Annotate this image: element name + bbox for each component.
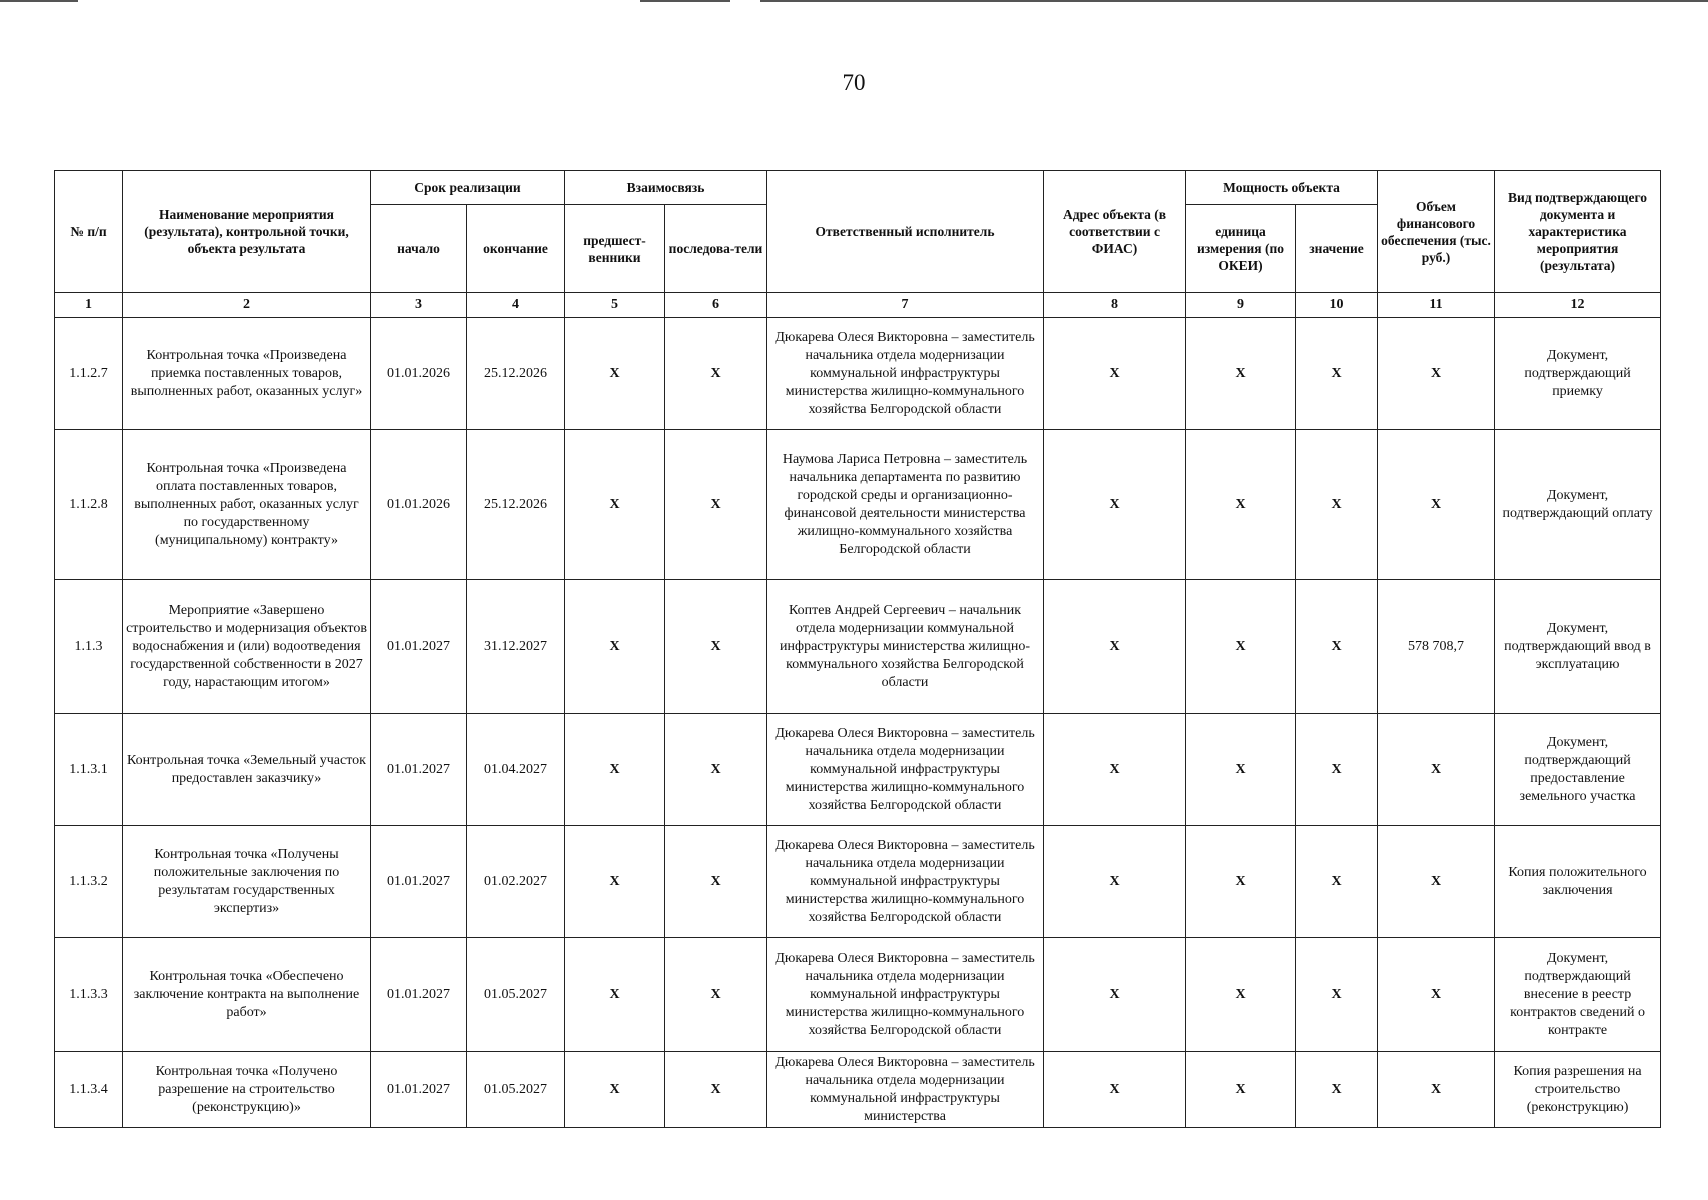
- row-next: X: [665, 938, 767, 1052]
- header-term-start: начало: [371, 205, 467, 293]
- header-capacity-value: значение: [1296, 205, 1378, 293]
- column-number: 6: [665, 293, 767, 318]
- row-finance: X: [1378, 1052, 1495, 1128]
- row-name: Контрольная точка «Получено разрешение на строительство (реконструкцию)»: [123, 1052, 371, 1128]
- row-finance: X: [1378, 318, 1495, 430]
- row-name: Контрольная точка «Получены положительные заключения по результатам государственных экспертиз»: [123, 826, 371, 938]
- row-num: 1.1.3.4: [55, 1052, 123, 1128]
- row-prev: X: [565, 1052, 665, 1128]
- header-relation-prev: предшест-венники: [565, 205, 665, 293]
- row-end-date: 31.12.2027: [467, 580, 565, 714]
- row-end-date: 25.12.2026: [467, 318, 565, 430]
- row-end-date: 01.05.2027: [467, 938, 565, 1052]
- header-relation: Взаимосвязь: [565, 171, 767, 205]
- row-next: X: [665, 714, 767, 826]
- row-address: X: [1044, 714, 1186, 826]
- header-capacity-unit: единица измерения (по ОКЕИ): [1186, 205, 1296, 293]
- row-address: X: [1044, 318, 1186, 430]
- row-num: 1.1.2.7: [55, 318, 123, 430]
- header-finance: Объем финансового обеспечения (тыс. руб.): [1378, 171, 1495, 293]
- row-doc: Копия положительного заключения: [1495, 826, 1661, 938]
- row-finance: X: [1378, 430, 1495, 580]
- activities-table: [54, 170, 1661, 1128]
- row-doc: Документ, подтверждающий приемку: [1495, 318, 1661, 430]
- column-number: 2: [123, 293, 371, 318]
- row-value: X: [1296, 714, 1378, 826]
- row-prev: X: [565, 318, 665, 430]
- row-next: X: [665, 580, 767, 714]
- row-executor: Коптев Андрей Сергеевич – начальник отдела модернизации коммунальной инфраструктуры министерства жилищно-коммунального хозяйства Белгородской области: [767, 580, 1044, 714]
- page-number: 70: [842, 70, 866, 95]
- row-start-date: 01.01.2027: [371, 714, 467, 826]
- table-row: [55, 318, 1661, 430]
- row-unit: X: [1186, 938, 1296, 1052]
- column-number: 5: [565, 293, 665, 318]
- row-value: X: [1296, 1052, 1378, 1128]
- row-prev: X: [565, 580, 665, 714]
- row-end-date: 01.05.2027: [467, 1052, 565, 1128]
- row-start-date: 01.01.2026: [371, 430, 467, 580]
- column-number: 4: [467, 293, 565, 318]
- row-address: X: [1044, 826, 1186, 938]
- row-value: X: [1296, 430, 1378, 580]
- row-unit: X: [1186, 430, 1296, 580]
- row-executor: Дюкарева Олеся Викторовна – заместитель начальника отдела модернизации коммунальной инфраструктуры министерства жилищно-коммунального хозяйства Белгородской области: [767, 318, 1044, 430]
- row-address: X: [1044, 430, 1186, 580]
- table-row: [55, 826, 1661, 938]
- row-name: Контрольная точка «Произведена приемка поставленных товаров, выполненных работ, оказанных услуг»: [123, 318, 371, 430]
- column-number: 9: [1186, 293, 1296, 318]
- table-row: [55, 714, 1661, 826]
- column-number: 8: [1044, 293, 1186, 318]
- column-number-row: [55, 293, 1661, 318]
- row-prev: X: [565, 430, 665, 580]
- row-name: Контрольная точка «Произведена оплата поставленных товаров, выполненных работ, оказанных услуг по государственному (муниципальному) контракту»: [123, 430, 371, 580]
- table-row: [55, 938, 1661, 1052]
- row-executor: Наумова Лариса Петровна – заместитель начальника департамента по развитию городской среды и организационно-финансовой деятельности министерства жилищно-коммунального хозяйства Белгородской области: [767, 430, 1044, 580]
- row-executor: Дюкарева Олеся Викторовна – заместитель начальника отдела модернизации коммунальной инфраструктуры министерства жилищно-коммунального хозяйства Белгородской области: [767, 714, 1044, 826]
- row-name: Контрольная точка «Обеспечено заключение контракта на выполнение работ»: [123, 938, 371, 1052]
- row-executor: Дюкарева Олеся Викторовна – заместитель начальника отдела модернизации коммунальной инфраструктуры министерства: [767, 1052, 1044, 1128]
- row-unit: X: [1186, 826, 1296, 938]
- row-finance: X: [1378, 826, 1495, 938]
- row-unit: X: [1186, 1052, 1296, 1128]
- row-next: X: [665, 318, 767, 430]
- row-value: X: [1296, 938, 1378, 1052]
- row-executor: Дюкарева Олеся Викторовна – заместитель начальника отдела модернизации коммунальной инфраструктуры министерства жилищно-коммунального хозяйства Белгородской области: [767, 826, 1044, 938]
- row-num: 1.1.2.8: [55, 430, 123, 580]
- row-name: Мероприятие «Завершено строительство и модернизация объектов водоснабжения и (или) водоотведения государственной собственности в 2027 году, нарастающим итогом»: [123, 580, 371, 714]
- row-finance: X: [1378, 938, 1495, 1052]
- row-finance: X: [1378, 714, 1495, 826]
- header-term: Срок реализации: [371, 171, 565, 205]
- column-number: 11: [1378, 293, 1495, 318]
- row-finance: 578 708,7: [1378, 580, 1495, 714]
- row-unit: X: [1186, 318, 1296, 430]
- row-prev: X: [565, 826, 665, 938]
- row-prev: X: [565, 938, 665, 1052]
- table-row: [55, 580, 1661, 714]
- row-value: X: [1296, 580, 1378, 714]
- row-executor: Дюкарева Олеся Викторовна – заместитель начальника отдела модернизации коммунальной инфраструктуры министерства жилищно-коммунального хозяйства Белгородской области: [767, 938, 1044, 1052]
- row-next: X: [665, 1052, 767, 1128]
- header-relation-next: последова-тели: [665, 205, 767, 293]
- row-address: X: [1044, 580, 1186, 714]
- row-doc: Документ, подтверждающий внесение в реестр контрактов сведений о контракте: [1495, 938, 1661, 1052]
- row-next: X: [665, 826, 767, 938]
- row-num: 1.1.3.2: [55, 826, 123, 938]
- row-start-date: 01.01.2027: [371, 580, 467, 714]
- header-doc-type: Вид подтверждающего документа и характеристика мероприятия (результата): [1495, 171, 1661, 293]
- row-start-date: 01.01.2027: [371, 938, 467, 1052]
- row-value: X: [1296, 318, 1378, 430]
- row-start-date: 01.01.2027: [371, 1052, 467, 1128]
- row-name: Контрольная точка «Земельный участок предоставлен заказчику»: [123, 714, 371, 826]
- row-start-date: 01.01.2026: [371, 318, 467, 430]
- column-number: 12: [1495, 293, 1661, 318]
- row-doc: Копия разрешения на строительство (реконструкцию): [1495, 1052, 1661, 1128]
- header-capacity: Мощность объекта: [1186, 171, 1378, 205]
- row-start-date: 01.01.2027: [371, 826, 467, 938]
- row-next: X: [665, 430, 767, 580]
- row-address: X: [1044, 1052, 1186, 1128]
- row-prev: X: [565, 714, 665, 826]
- row-doc: Документ, подтверждающий ввод в эксплуатацию: [1495, 580, 1661, 714]
- row-unit: X: [1186, 580, 1296, 714]
- header-name: Наименование мероприятия (результата), контрольной точки, объекта результата: [123, 171, 371, 293]
- column-number: 10: [1296, 293, 1378, 318]
- row-value: X: [1296, 826, 1378, 938]
- column-number: 3: [371, 293, 467, 318]
- row-num: 1.1.3: [55, 580, 123, 714]
- header-term-end: окончание: [467, 205, 565, 293]
- row-num: 1.1.3.3: [55, 938, 123, 1052]
- row-end-date: 01.02.2027: [467, 826, 565, 938]
- row-unit: X: [1186, 714, 1296, 826]
- row-address: X: [1044, 938, 1186, 1052]
- column-number: 1: [55, 293, 123, 318]
- header-executor: Ответственный исполнитель: [767, 171, 1044, 293]
- header-address: Адрес объекта (в соответствии с ФИАС): [1044, 171, 1186, 293]
- table-row: [55, 430, 1661, 580]
- column-number: 7: [767, 293, 1044, 318]
- row-end-date: 01.04.2027: [467, 714, 565, 826]
- header-num: № п/п: [55, 171, 123, 293]
- row-doc: Документ, подтверждающий предоставление земельного участка: [1495, 714, 1661, 826]
- table-row: [55, 1052, 1661, 1128]
- row-num: 1.1.3.1: [55, 714, 123, 826]
- row-doc: Документ, подтверждающий оплату: [1495, 430, 1661, 580]
- row-end-date: 25.12.2026: [467, 430, 565, 580]
